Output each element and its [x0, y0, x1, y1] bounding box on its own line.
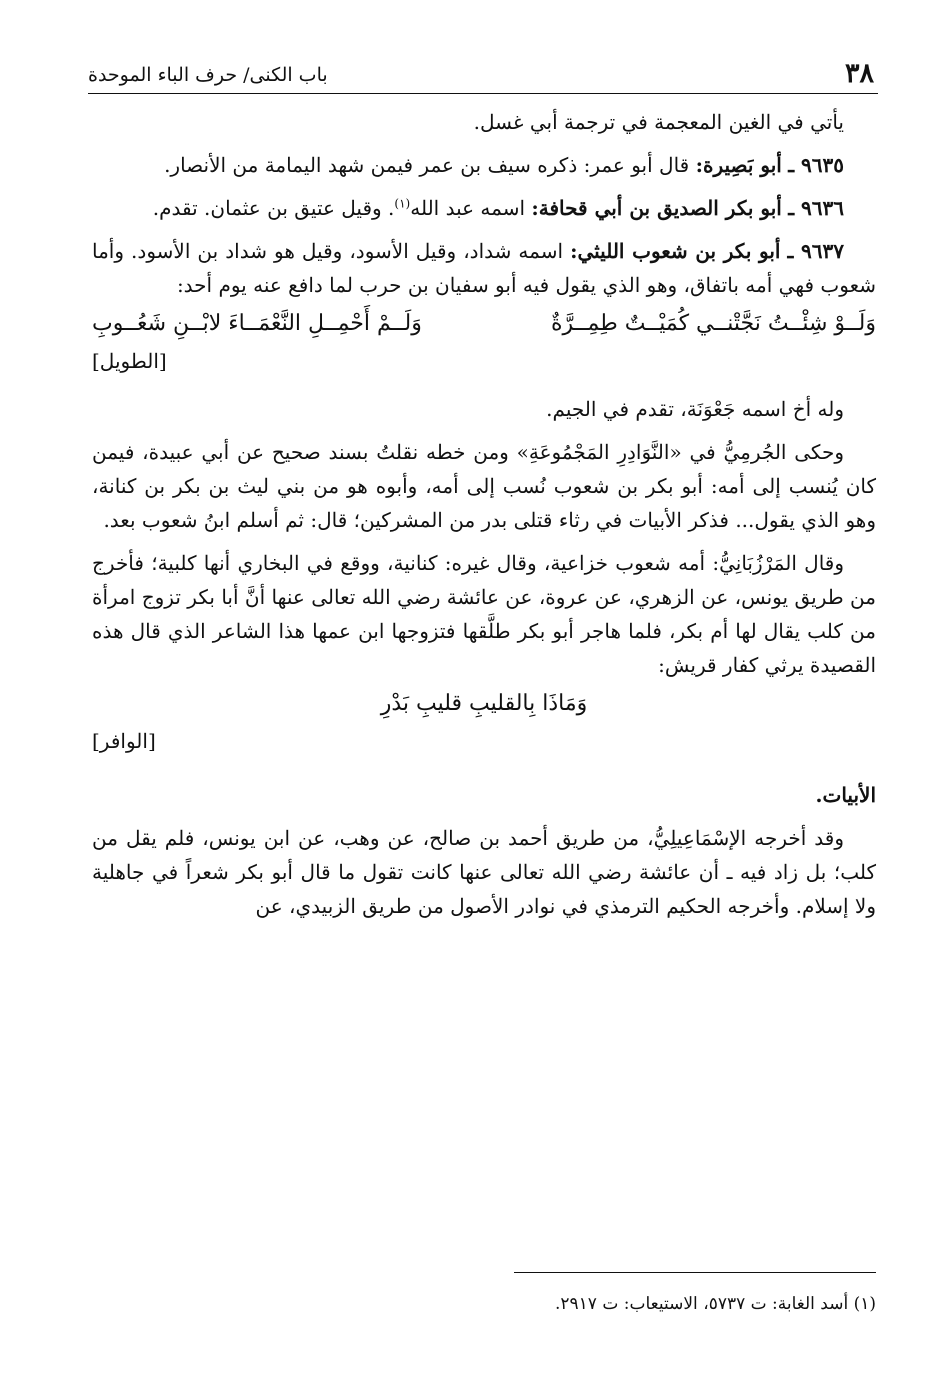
entry-number: ٩٦٣٥ ـ [788, 153, 844, 177]
entry-number: ٩٦٣٦ ـ [788, 196, 844, 220]
verse-line [92, 304, 876, 344]
page-header [88, 58, 878, 94]
header-rule [88, 93, 878, 94]
paragraph-brother: وله أخ اسمه جَعْوَنَة، تقدم في الجيم. [546, 397, 844, 421]
page-number: ٣٨ [844, 58, 874, 89]
paragraph-jurmi: وحكى الجُرمِيُّ في «النَّوَادِرِ المَجْمُوعَةِ» ومن خطه نقلتُ بسند صحيح عن أبي عبيدة، فيمن كان يُنسب إلى أمه: أبو بكر بن شعوب نُسب إلى أمه، وأبوه هو من بني ليث بن بكر بن كنانة، وهو الذي يقول... فذكر الأبيات في رثاء قتلى بدر من المشركين؛ قال: ثم أسلم ابنُ شعوب بعد. [92, 440, 876, 532]
entry-text: اسمه شداد، وقيل الأسود، وقيل هو شداد بن الأسود. وأما شعوب فهي أمه باتفاق، وهو الذي يقول فيه أبو سفيان بن حرب لما دافع عنه يوم أحد: [92, 239, 876, 297]
verse-hemistich-second: وَلَــمْ أَحْمِــلِ النَّعْمَــاءَ لابْــنِ شَعُــوبِ [92, 311, 422, 336]
verse-hemistich-first: وَلَــوْ شِئْــتُ نَجَّتْنــي كُمَيْــتٌ طِمِــرَّةٌ [550, 311, 876, 336]
entry-9635 [92, 148, 876, 182]
footnote-rule [514, 1272, 876, 1273]
footnote-marker: (١) [394, 196, 411, 211]
running-title: باب الكنى/ حرف الباء الموحدة [88, 64, 328, 86]
entry-text: قال أبو عمر: ذكره سيف بن عمر فيمن شهد اليمامة من الأنصار. [164, 153, 690, 177]
entry-name: أبو بكر الصديق بن أبي قحافة: [531, 196, 782, 220]
verse-meter: [الطويل] [92, 349, 167, 373]
entry-text-continued: . وقيل عتيق بن عثمان. تقدم. [152, 196, 395, 220]
verse-meter: [الوافر] [92, 729, 156, 753]
entry-9636 [92, 191, 876, 225]
main-text [92, 105, 876, 932]
entry-name: أبو بكر بن شعوب الليثي: [570, 239, 781, 263]
entry-9637 [92, 234, 876, 302]
footnote: (١) أسد الغابة: ت ٥٧٣٧، الاستيعاب: ت ٢٩١٧. [555, 1294, 876, 1314]
paragraph-ismaili: وقد أخرجه الإسْمَاعِيلِيُّ، من طريق أحمد بن صالح، عن وهب، عن ابن يونس، فلم يقل من كلب؛ بل زاد فيه ـ أن عائشة رضي الله تعالى عنها كانت تقول ما قال أبو بكر شعراً في جاهلية ولا إسلام. وأخرجه الحكيم الترمذي في نوادر الأصول من طريق الزبيدي، عن [92, 826, 876, 918]
entry-name: أبو بَصِيرة: [695, 153, 782, 177]
paragraph-continuation: يأتي في الغين المعجمة في ترجمة أبي غسل. [473, 110, 844, 134]
paragraph-marzubani: وقال المَرْزُبَانِيُّ: أمه شعوب خزاعية، وقال غيره: كنانية، ووقع في البخاري أنها كلبية؛ فأخرج من طريق يونس، عن الزهري، عن عروة، عن عائشة رضي الله تعالى عنها أنَّ أبا بكر تزوج امرأة من كلب يقال لها أم بكر، فلما هاجر أبو بكر طلَّقها فتزوجها ابن عمها هذا الشاعر الذي قال هذه القصيدة يرثي كفار قريش: [92, 551, 876, 677]
entry-text: اسمه عبد الله [410, 196, 526, 220]
entry-number: ٩٦٣٧ ـ [787, 239, 845, 263]
paragraph-abyat: الأبيات. [815, 783, 876, 807]
verse-line: وَمَاذَا بِالقليبِ قليبِ بَدْرِ [380, 691, 588, 716]
